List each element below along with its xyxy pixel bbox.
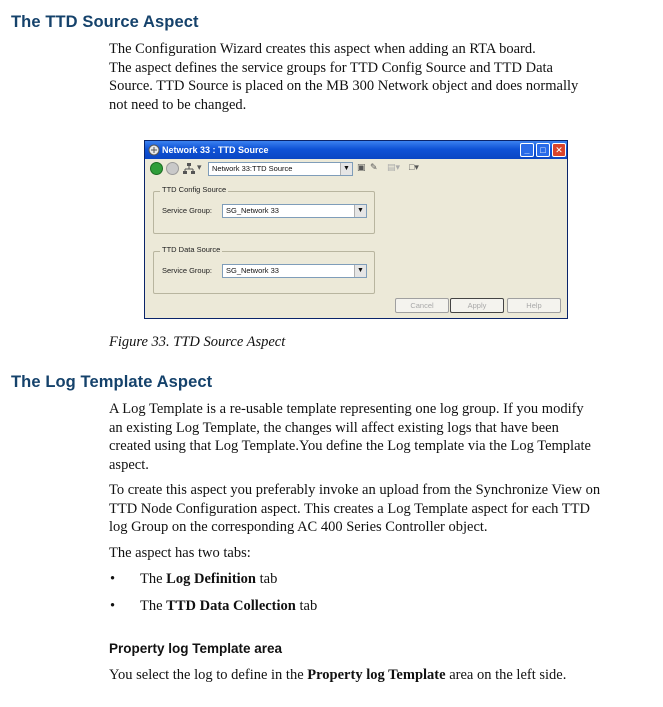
data-service-group-select[interactable] xyxy=(222,264,367,278)
bullet-text-pre: The xyxy=(140,598,167,614)
ttd-source-window xyxy=(144,140,568,319)
bullet-marker: • xyxy=(110,571,116,587)
view-icon[interactable]: ▤▾ xyxy=(387,162,401,172)
paragraph-line: The aspect defines the service groups for TTD Config Source and TTD Data xyxy=(109,59,553,76)
path-combo-value: Network 33:TTD Source xyxy=(212,164,293,173)
ttd-source-paragraph xyxy=(109,40,634,114)
back-icon[interactable] xyxy=(150,162,163,175)
ttd-data-source-group xyxy=(153,245,375,294)
dropdown-arrow-icon[interactable]: ▾ xyxy=(197,162,202,172)
lock-icon[interactable]: ▣ xyxy=(357,162,366,172)
subsection-heading: Property log Template area xyxy=(109,641,283,656)
apply-button[interactable]: Apply xyxy=(450,298,504,313)
paragraph-line: an existing Log Template, the changes will affect existing logs that have been xyxy=(109,419,559,436)
bullet-marker: • xyxy=(110,598,116,614)
forward-icon[interactable] xyxy=(166,162,179,175)
minimize-icon[interactable]: _ xyxy=(520,143,534,157)
paragraph-line: not need to be changed. xyxy=(109,96,247,113)
tree-icon[interactable] xyxy=(183,163,195,175)
path-combo[interactable] xyxy=(208,162,353,176)
pin-icon[interactable]: ✎ xyxy=(370,162,378,172)
paragraph-line: log Group on the corresponding AC 400 Series Controller object. xyxy=(109,519,488,535)
section-heading-ttd-source: The TTD Source Aspect xyxy=(11,13,199,31)
paragraph-line: Source. TTD Source is placed on the MB 300 Network object and does normally xyxy=(109,78,579,94)
window-app-icon xyxy=(148,144,160,156)
window-toolbar xyxy=(147,161,565,178)
subsection-text xyxy=(109,666,634,685)
close-icon[interactable]: ✕ xyxy=(552,143,566,157)
bullet-item-ttd-data-collection xyxy=(140,598,317,615)
data-service-group-label: Service Group: xyxy=(162,266,213,275)
tabs-intro-text: The aspect has two tabs: xyxy=(109,545,251,561)
cancel-button[interactable]: Cancel xyxy=(395,298,449,313)
window-title: Network 33 : TTD Source xyxy=(162,145,269,155)
bullet-text-post: tab xyxy=(295,598,318,614)
config-service-group-value: SG_Network 33 xyxy=(226,206,279,215)
window-titlebar xyxy=(145,141,567,159)
bullet-text-pre: The xyxy=(140,571,167,587)
paragraph-line: TTD Node Configuration aspect. This creates a Log Template aspect for each TTD xyxy=(109,500,590,517)
ttd-data-source-legend: TTD Data Source xyxy=(162,245,221,254)
subsection-text-post: area on the left side. xyxy=(445,667,567,683)
help-button[interactable]: Help xyxy=(507,298,561,313)
paragraph-line: created using that Log Template.You define the Log template via the Log Template xyxy=(109,438,591,454)
data-service-group-value: SG_Network 33 xyxy=(226,266,279,275)
bullet-item-log-definition xyxy=(140,571,277,588)
bullet-text-post: tab xyxy=(256,571,278,587)
path-combo-arrow-icon[interactable]: ▼ xyxy=(340,163,352,175)
config-select-arrow-icon[interactable]: ▼ xyxy=(354,205,366,217)
config-service-group-label: Service Group: xyxy=(162,206,213,215)
bullet-text-bold: TTD Data Collection xyxy=(166,598,296,614)
ttd-config-source-legend: TTD Config Source xyxy=(162,185,227,194)
section-heading-log-template: The Log Template Aspect xyxy=(11,373,213,391)
bullet-text-bold: Log Definition xyxy=(166,571,256,587)
log-template-paragraph-2 xyxy=(109,481,634,537)
data-select-arrow-icon[interactable]: ▼ xyxy=(354,265,366,277)
subsection-text-pre: You select the log to define in the xyxy=(109,667,308,683)
log-template-paragraph-1 xyxy=(109,400,634,474)
paragraph-line: The Configuration Wizard creates this aspect when adding an RTA board. xyxy=(109,41,536,57)
paragraph-line: A Log Template is a re-usable template representing one log group. If you modify xyxy=(109,401,584,417)
figure-caption: Figure 33. TTD Source Aspect xyxy=(109,334,286,350)
maximize-icon[interactable]: □ xyxy=(536,143,550,157)
page-icon[interactable]: □▾ xyxy=(409,162,419,172)
subsection-text-bold: Property log Template xyxy=(307,667,446,683)
ttd-config-source-group xyxy=(153,185,375,234)
paragraph-line: aspect. xyxy=(109,456,149,473)
config-service-group-select[interactable] xyxy=(222,204,367,218)
paragraph-line: To create this aspect you preferably invoke an upload from the Synchronize View on xyxy=(109,482,601,498)
